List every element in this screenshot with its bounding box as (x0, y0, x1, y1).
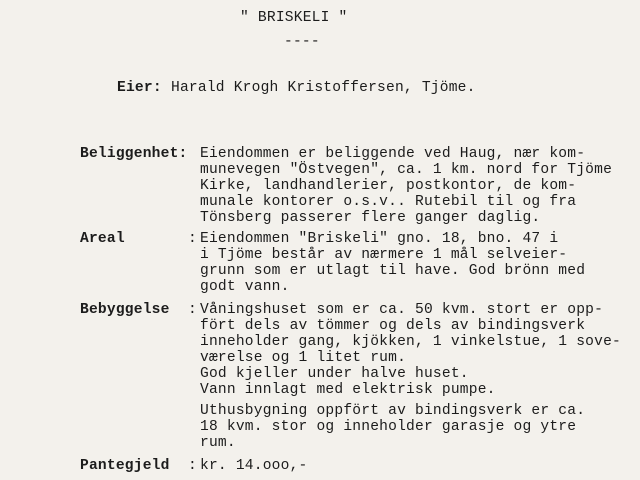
title-underline: ---- (284, 34, 320, 50)
section-line: fört dels av tömmer og dels av bindingsverk (200, 318, 586, 334)
section-colon: : (188, 458, 197, 474)
section-line: rum. (200, 435, 236, 451)
section-line: Eiendommen er beliggende ved Haug, nær kom- (200, 146, 586, 162)
document-title: " BRISKELI " (240, 10, 348, 26)
section-colon: : (188, 302, 197, 318)
section-line: godt vann. (200, 279, 290, 295)
section-line: i Tjöme består av nærmere 1 mål selveier- (200, 247, 568, 263)
section-line: munale kontorer o.s.v.. Rutebil til og fra (200, 194, 577, 210)
section-line: munevegen "Östvegen", ca. 1 km. nord for Tjöme (200, 162, 613, 178)
section-line: Våningshuset som er ca. 50 kvm. stort er opp- (200, 302, 604, 318)
section-line: Uthusbygning oppfört av bindingsverk er ca. (200, 403, 586, 419)
owner-label: Eier: (117, 80, 162, 96)
section-line: kr. 14.ooo,- (200, 458, 308, 474)
section-line: Vann innlagt med elektrisk pumpe. (200, 382, 496, 398)
section-line: inneholder gang, kjökken, 1 vinkelstue, 1 sove- (200, 334, 622, 350)
section-label-areal: Areal (80, 231, 125, 247)
section-label-pantegjeld: Pantegjeld (80, 458, 170, 474)
section-line: værelse og 1 litet rum. (200, 350, 407, 366)
owner-value: Harald Krogh Kristoffersen, Tjöme. (171, 80, 476, 96)
section-label-beliggenhet: Beliggenhet: (80, 146, 188, 162)
section-line: 18 kvm. stor og inneholder garasje og ytre (200, 419, 577, 435)
section-line: Tönsberg passerer flere ganger daglig. (200, 210, 541, 226)
section-label-bebyggelse: Bebyggelse (80, 302, 170, 318)
section-line: God kjeller under halve huset. (200, 366, 469, 382)
section-line: Kirke, landhandlerier, postkontor, de kom- (200, 178, 577, 194)
section-line: grunn som er utlagt til have. God brönn med (200, 263, 586, 279)
section-colon: : (188, 231, 197, 247)
section-line: Eiendommen "Briskeli" gno. 18, bno. 47 i (200, 231, 559, 247)
